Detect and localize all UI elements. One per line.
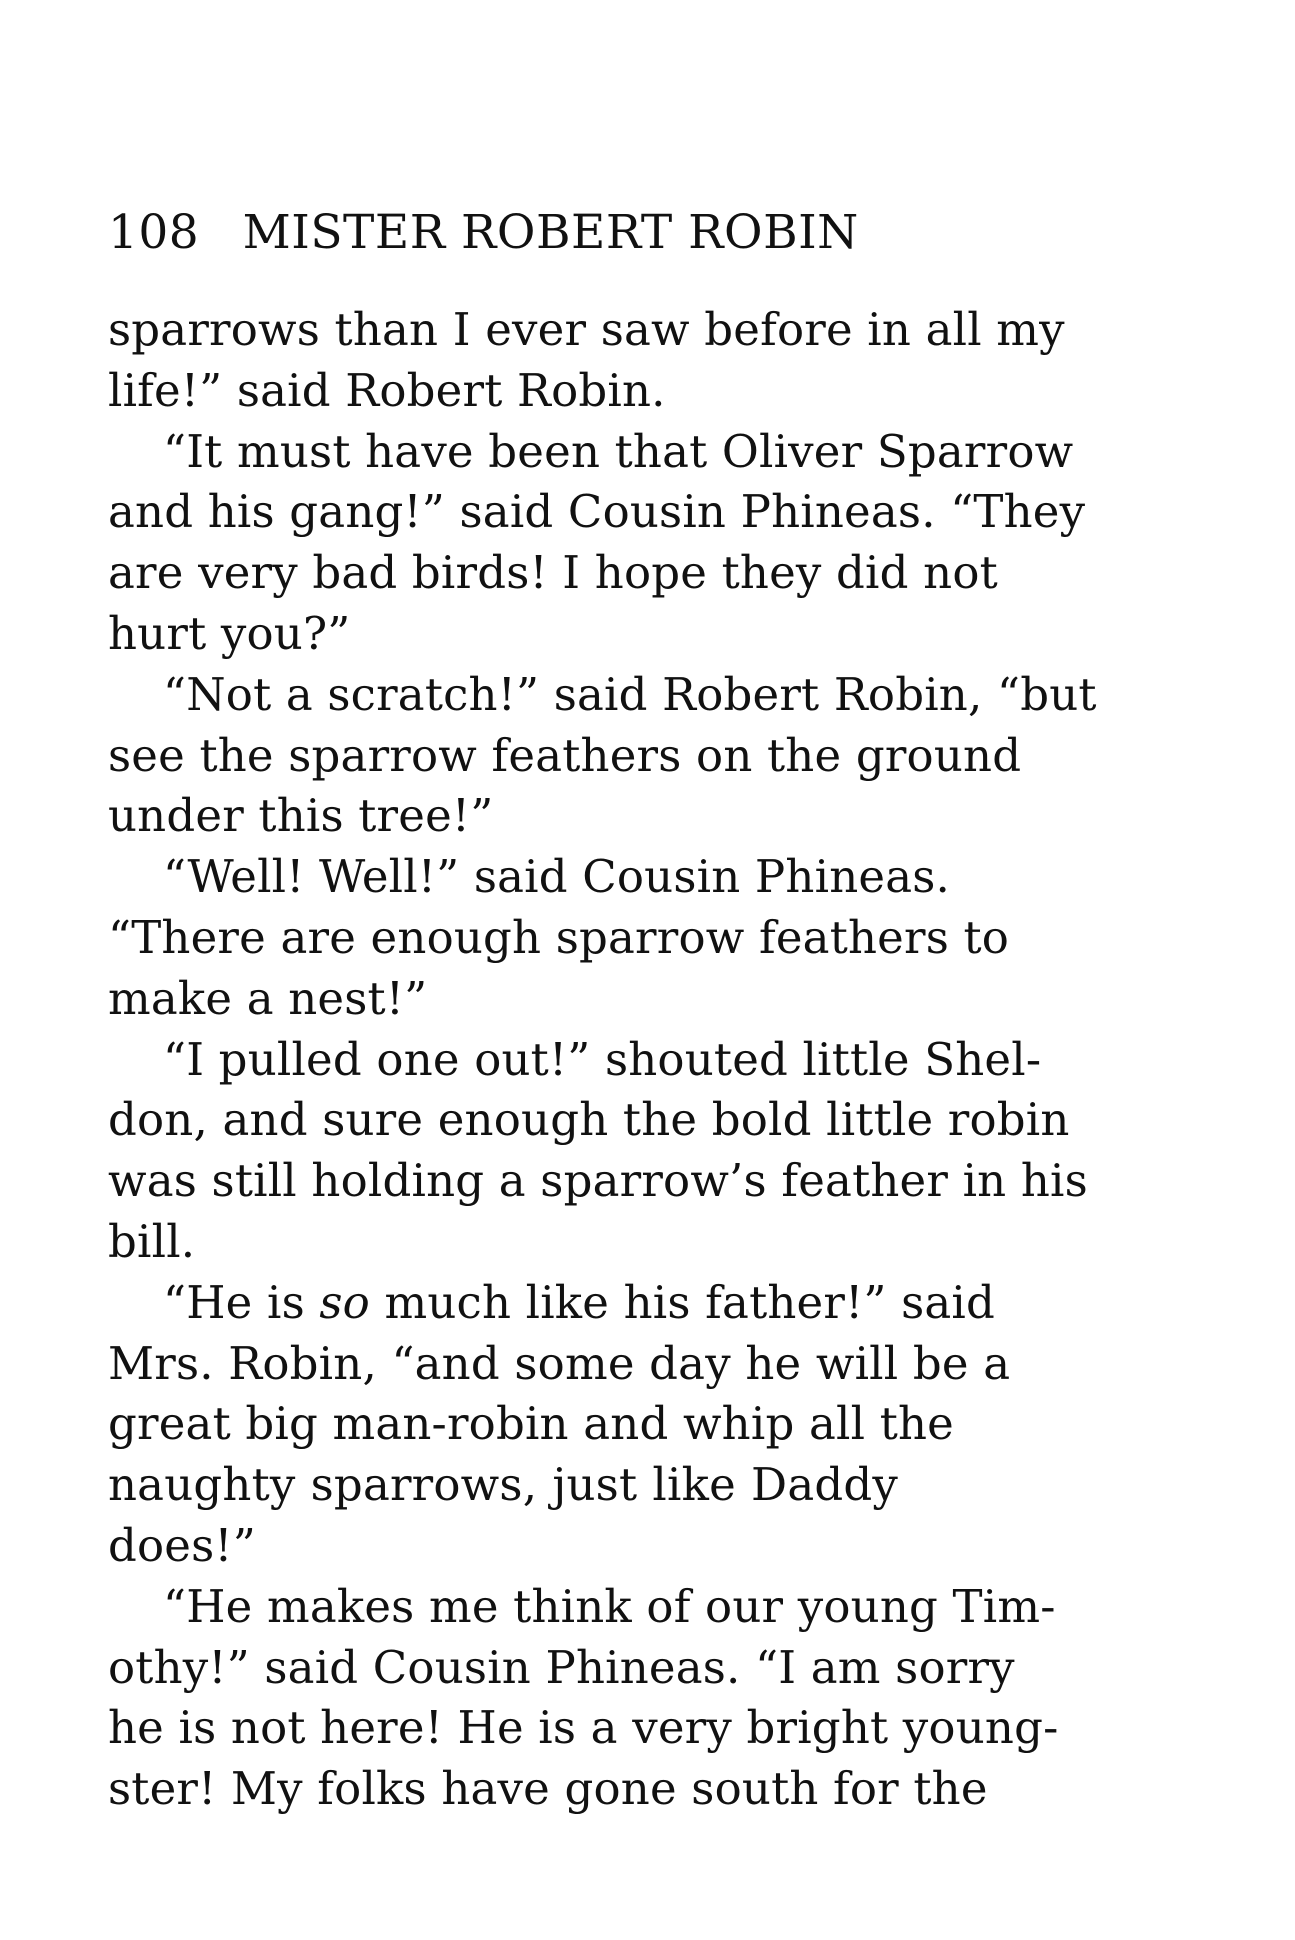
text-line: life!” said Robert Robin. [108, 363, 666, 417]
text-line: ster! My folks have gone south for the [108, 1762, 988, 1816]
text-line: Mrs. Robin, “and some day he will be a [108, 1336, 1011, 1390]
text-line: “He makes me think of our young Tim- [163, 1579, 1056, 1633]
italic-word: so [319, 1275, 370, 1329]
text-line: sparrows than I ever saw before in all my [108, 303, 1065, 356]
line-prefix: “He is [163, 1275, 320, 1329]
text-line: under this tree!” [108, 789, 494, 843]
text-line: othy!” said Cousin Phineas. “I am sorry [108, 1640, 1015, 1694]
text-line: naughty sparrows, just like Daddy [108, 1458, 898, 1512]
page-number: 108 [108, 205, 200, 260]
body-text [108, 300, 1108, 1820]
text-line: don, and sure enough the bold little robin [108, 1093, 1070, 1147]
text-line: bill. [108, 1214, 196, 1268]
text-line: and his gang!” said Cousin Phineas. “They [108, 485, 1086, 539]
text-line: “There are enough sparrow feathers to [108, 910, 1010, 964]
text-line: “I pulled one out!” shouted little Shel- [163, 1032, 1042, 1086]
text-line-italic-so [108, 1273, 995, 1334]
text-line: great big man-robin and whip all the [108, 1397, 954, 1451]
text-line: “Not a scratch!” said Robert Robin, “but [163, 667, 1097, 721]
text-line: “It must have been that Oliver Sparrow [163, 424, 1074, 478]
running-title: MISTER ROBERT ROBIN [242, 205, 859, 260]
text-line: are very bad birds! I hope they did not [108, 546, 998, 600]
text-line: does!” [108, 1518, 256, 1572]
text-line: make a nest!” [108, 971, 428, 1025]
text-line: hurt you?” [108, 606, 351, 660]
page-header [108, 200, 1008, 266]
text-line: see the sparrow feathers on the ground [108, 728, 1022, 782]
line-rest: much like his father!” said [384, 1275, 995, 1329]
text-line: “Well! Well!” said Cousin Phineas. [163, 850, 951, 904]
text-line: was still holding a sparrow’s feather in his [108, 1154, 1088, 1208]
text-line: he is not here! He is a very bright young- [108, 1701, 1059, 1755]
